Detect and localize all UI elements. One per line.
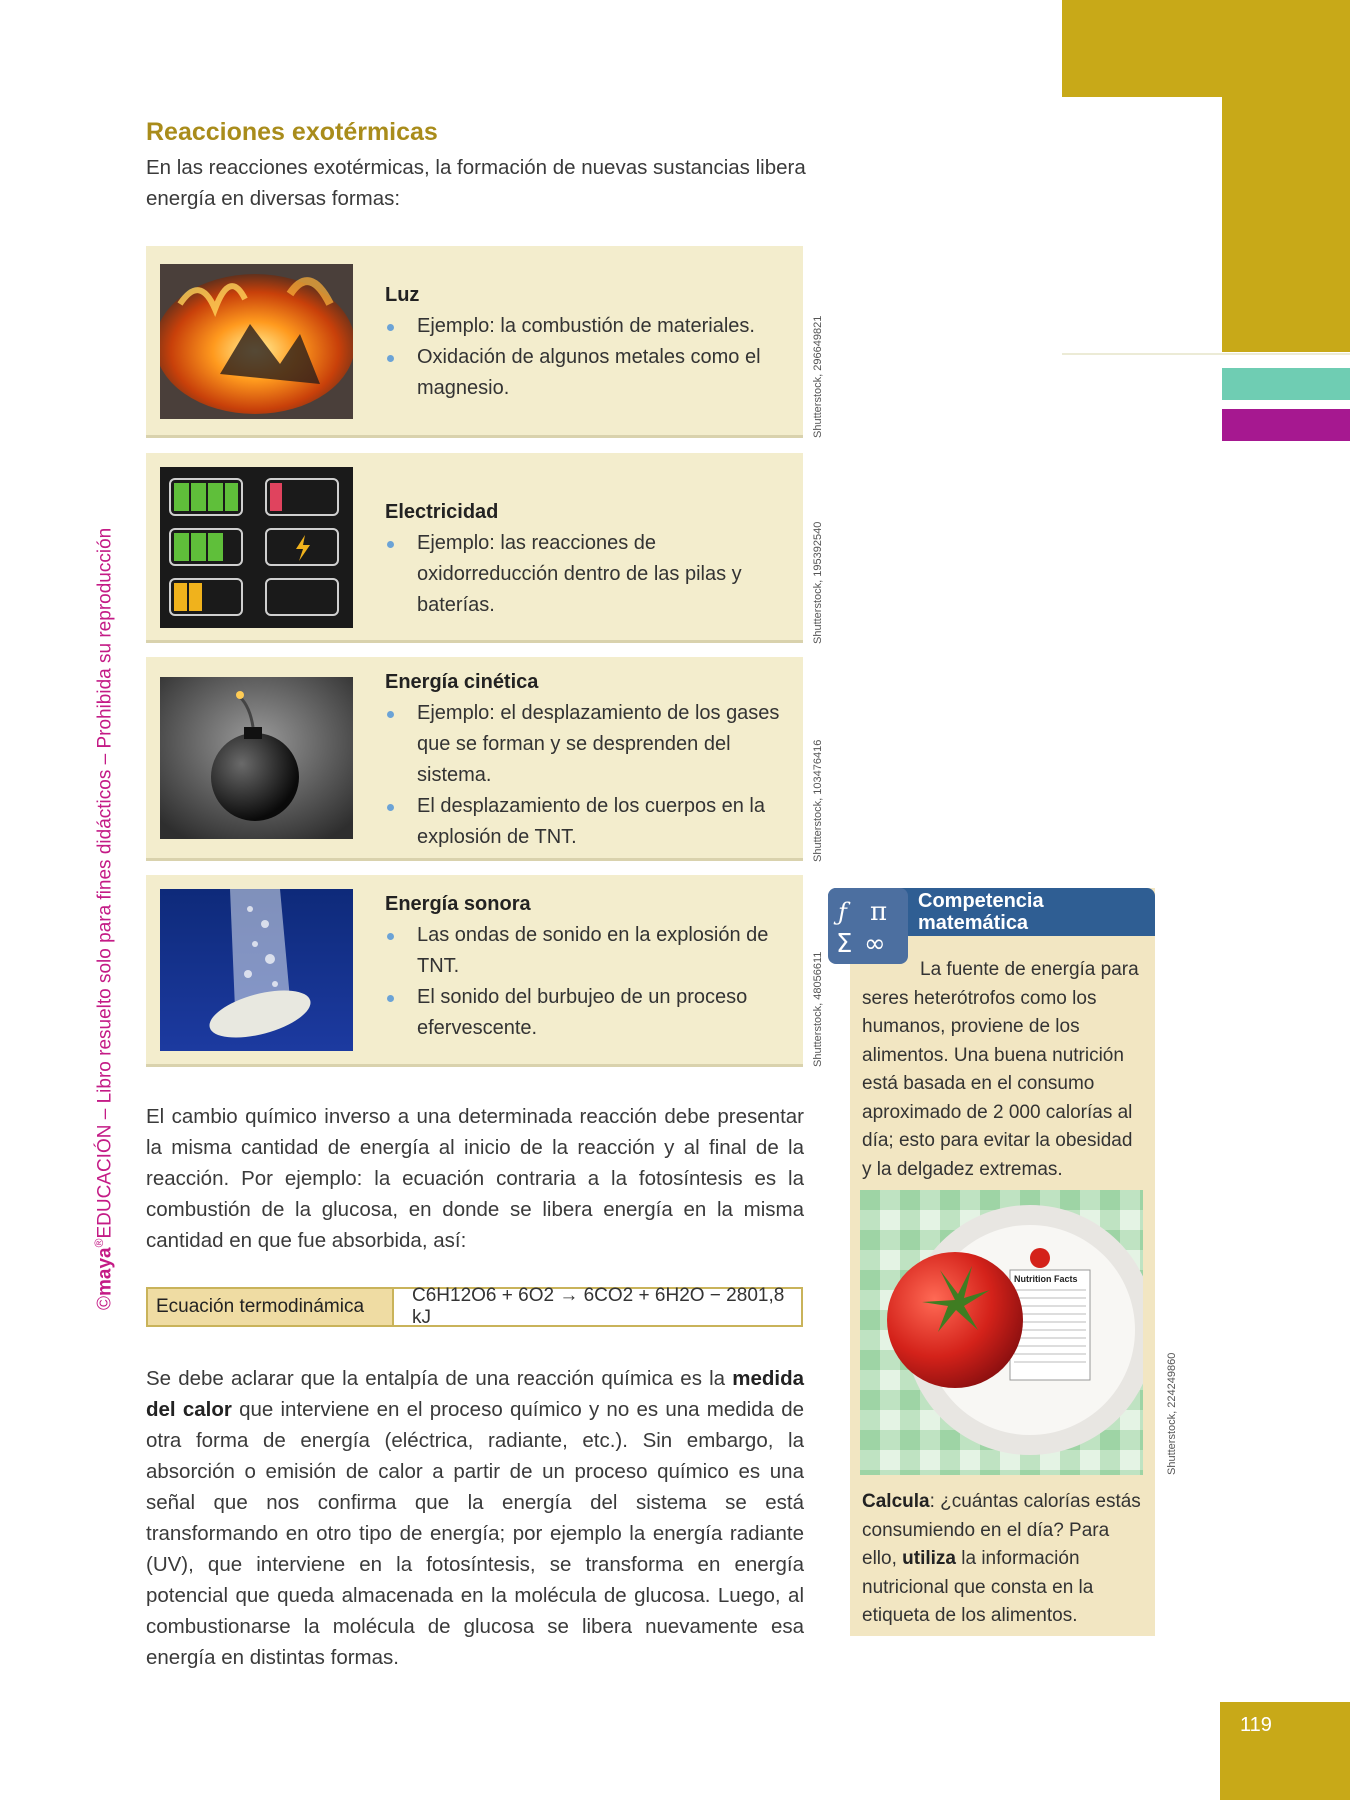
card-title: Luz xyxy=(385,284,420,306)
svg-text:∞: ∞ xyxy=(864,929,886,959)
page-number: 119 xyxy=(1240,1714,1272,1736)
card-electricidad xyxy=(146,453,803,643)
card-electricidad-text xyxy=(385,497,795,621)
bomb-photo xyxy=(160,677,353,839)
paragraph: El cambio químico inverso a una determinada reacción debe presentar la misma cantidad de energía al inicio de la reacción y al final de la reacción. Por ejemplo: la ecuación contraria a la fotosíntesis es la combustión de la glucosa, en donde se libera energía en la misma cantidad en que fue absorbida, así: xyxy=(146,1105,804,1252)
equation-box xyxy=(146,1287,803,1327)
photo-credit: Shutterstock, 296649821 xyxy=(812,315,824,438)
card-luz xyxy=(146,246,803,438)
card-title: Electricidad xyxy=(385,501,499,523)
photo-credit: Shutterstock, 195392540 xyxy=(812,521,824,644)
corner-gold-bar xyxy=(1062,0,1350,97)
card-title: Energía cinética xyxy=(385,671,539,693)
card-title: Energía sonora xyxy=(385,893,531,915)
math-symbols-icon xyxy=(828,888,908,964)
card-luz-text xyxy=(385,280,795,404)
batteries-photo xyxy=(160,467,353,628)
svg-text:ƒ: ƒ xyxy=(838,898,847,926)
divider-line xyxy=(1062,353,1350,355)
tomato-plate-illustration xyxy=(860,1190,1143,1475)
intro-text: En las reacciones exotérmicas, la formación de nuevas sustancias libera energía en diversas formas: xyxy=(146,156,806,210)
svg-text:Σ: Σ xyxy=(836,929,853,959)
sidebar-body: La fuente de energía para seres heterótrofos como los humanos, proviene de los alimentos. Una buena nutrición está basada en el consumo aproximado de 2 000 calorías al día; esto para evitar la obesidad y la delgadez extremas. xyxy=(862,959,1139,1180)
magenta-bar xyxy=(1222,409,1350,441)
effervescent-tablet-photo xyxy=(160,889,353,1051)
list-item: Ejemplo: el desplazamiento de los gases que se forman y se desprenden del sistema. xyxy=(385,698,795,791)
list-item: El sonido del burbujeo de un proceso efervescente. xyxy=(385,982,795,1044)
equation-formula: C6H12O6 + 6O2 → 6CO2 + 6H2O − 2801,8 kJ xyxy=(394,1289,801,1325)
svg-text:π: π xyxy=(870,897,888,927)
fire-photo xyxy=(160,264,353,419)
sidebar-title: Competencia matemática xyxy=(918,890,1044,934)
card-energia-cinetica xyxy=(146,657,803,861)
side-gold-bar xyxy=(1222,97,1350,352)
teal-bar xyxy=(1222,368,1350,400)
card-sonora-text xyxy=(385,889,795,1044)
photo-credit: Shutterstock, 103476416 xyxy=(812,739,824,862)
copyright-note: ©maya®EDUCACIÓN – Libro resuelto solo para fines didácticos – Prohibida su reproducción xyxy=(92,527,116,1310)
list-item: El desplazamiento de los cuerpos en la explosión de TNT. xyxy=(385,791,795,853)
svg-text:Nutrition Facts: Nutrition Facts xyxy=(1014,1274,1078,1284)
section-title: Reacciones exotérmicas xyxy=(146,118,438,146)
photo-credit: Shutterstock, 48056611 xyxy=(812,951,824,1067)
paragraph: Se debe aclarar que la entalpía de una reacción química es la medida del calor que interviene en el proceso químico y no es una medida de otra forma de energía (eléctrica, radiante, etc.). Sin embargo, la absorción o emisión de calor a partir de un proceso químico es una señal que nos confirma que la energía del sistema se está transformando en otro tipo de energía; por ejemplo la energía radiante (UV), que interviene en la fotosíntesis, se transforma en energía potencial que queda almacenada en la molécula de glucosa. Luego, al combustionarse la molécula de glucosa se libera nuevamente esa energía en distintas formas. xyxy=(146,1367,804,1669)
equation-label: Ecuación termodinámica xyxy=(148,1289,394,1325)
card-energia-sonora xyxy=(146,875,803,1067)
list-item: Oxidación de algunos metales como el magnesio. xyxy=(385,342,795,404)
list-item: Ejemplo: las reacciones de oxidorreducción dentro de las pilas y baterías. xyxy=(385,528,795,621)
list-item: Las ondas de sonido en la explosión de TNT. xyxy=(385,920,795,982)
sidebar-calc-text: Calcula: ¿cuántas calorías estás consumiendo en el día? Para ello, utiliza la información nutricional que consta en la etiqueta de los alimentos. xyxy=(862,1491,1141,1626)
card-cinetica-text xyxy=(385,667,795,853)
list-item: Ejemplo: la combustión de materiales. xyxy=(385,311,795,342)
photo-credit: Shutterstock, 224249860 xyxy=(1166,1352,1178,1475)
